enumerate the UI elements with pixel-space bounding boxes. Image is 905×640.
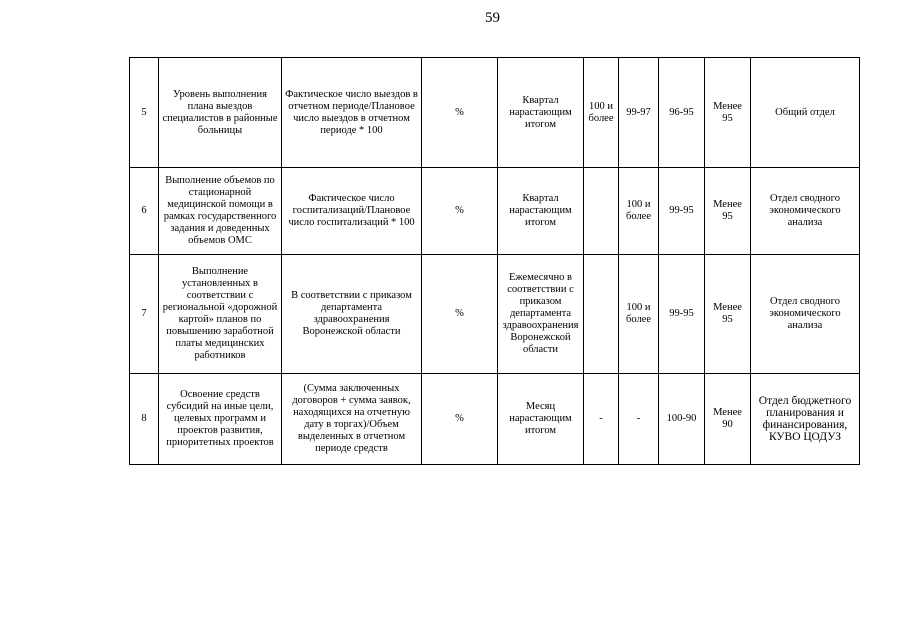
- reporting-period: Месяц нарастающим итогом: [498, 374, 584, 465]
- table-row: [130, 374, 860, 465]
- unit: %: [422, 255, 498, 374]
- reporting-period: Квартал нарастающим итогом: [498, 168, 584, 255]
- row-number: 7: [130, 255, 159, 374]
- value-level-4: Менее 95: [705, 168, 751, 255]
- unit: %: [422, 168, 498, 255]
- value-level-1: [584, 255, 619, 374]
- value-level-2: -: [619, 374, 659, 465]
- value-level-3: 100-90: [659, 374, 705, 465]
- responsible-department: Отдел бюджетного планирования и финансирования, КУВО ЦОДУЗ: [751, 374, 860, 465]
- table-row: [130, 255, 860, 374]
- row-number: 5: [130, 58, 159, 168]
- value-level-4: Менее 90: [705, 374, 751, 465]
- value-level-3: 99-95: [659, 168, 705, 255]
- page-number: 59: [485, 10, 500, 26]
- value-level-1: -: [584, 374, 619, 465]
- value-level-3: 96-95: [659, 58, 705, 168]
- calculation-formula: (Сумма заключенных договоров + сумма заявок, находящихся на отчетную дату в торгах)/Объем выделенных в отчетном периоде средств: [282, 374, 422, 465]
- responsible-department: Общий отдел: [751, 58, 860, 168]
- responsible-department: Отдел сводного экономического анализа: [751, 168, 860, 255]
- row-number: 6: [130, 168, 159, 255]
- value-level-2: 99-97: [619, 58, 659, 168]
- indicator-name: Выполнение установленных в соответствии с региональной «дорожной картой» планов по повышению заработной платы медицинских работников: [159, 255, 282, 374]
- table-row: [130, 58, 860, 168]
- indicator-name: Уровень выполнения плана выездов специалистов в районные больницы: [159, 58, 282, 168]
- row-number: 8: [130, 374, 159, 465]
- value-level-3: 99-95: [659, 255, 705, 374]
- reporting-period: Ежемесячно в соответствии с приказом департамента здравоохранения Воронежской области: [498, 255, 584, 374]
- calculation-formula: Фактическое число госпитализаций/Плановое число госпитализаций * 100: [282, 168, 422, 255]
- table-row: [130, 168, 860, 255]
- value-level-4: Менее 95: [705, 255, 751, 374]
- unit: %: [422, 374, 498, 465]
- responsible-department: Отдел сводного экономического анализа: [751, 255, 860, 374]
- value-level-1: 100 и более: [584, 58, 619, 168]
- indicators-table: [129, 57, 860, 465]
- value-level-1: [584, 168, 619, 255]
- value-level-2: 100 и более: [619, 168, 659, 255]
- calculation-formula: Фактическое число выездов в отчетном периоде/Плановое число выездов в отчетном периоде * 100: [282, 58, 422, 168]
- value-level-4: Менее 95: [705, 58, 751, 168]
- unit: %: [422, 58, 498, 168]
- reporting-period: Квартал нарастающим итогом: [498, 58, 584, 168]
- calculation-formula: В соответствии с приказом департамента здравоохранения Воронежской области: [282, 255, 422, 374]
- value-level-2: 100 и более: [619, 255, 659, 374]
- indicator-name: Освоение средств субсидий на иные цели, целевых программ и проектов развития, приоритетных проектов: [159, 374, 282, 465]
- indicator-name: Выполнение объемов по стационарной медицинской помощи в рамках государственного задания и доведенных объемов ОМС: [159, 168, 282, 255]
